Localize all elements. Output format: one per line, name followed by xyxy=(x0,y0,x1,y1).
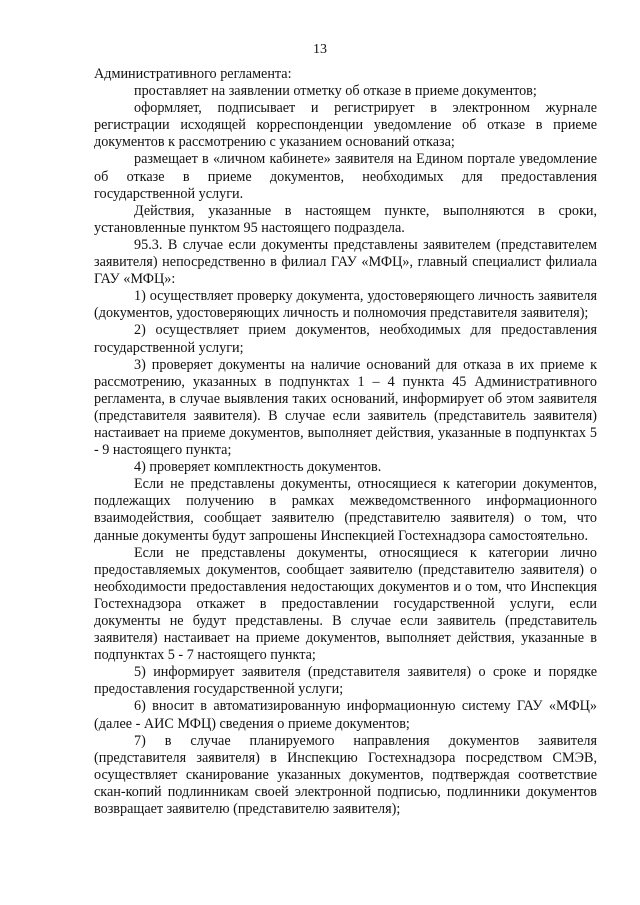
paragraph-11: Если не представлены документы, относящиеся к категории документов, подлежащих получению в рамках межведомственного информационного взаимодействия, сообщает заявителю (представителю заявителя) о том, что данные документы будут запрошены Инспекцией Гостехнадзора самостоятельно. xyxy=(94,476,597,544)
paragraph-4: размещает в «личном кабинете» заявителя на Едином портале уведомление об отказе в приеме документов, необходимых для предоставления государственной услуги. xyxy=(94,151,597,202)
paragraph-15: 7) в случае планируемого направления документов заявителя (представителя заявителя) в Инспекцию Гостехнадзора посредством СМЭВ, осуществляет сканирование указанных документов, подтверждая соответствие скан-копий подлинникам своей электронной подписью, подлинники документов возвращает заявителю (представителю заявителя); xyxy=(94,732,597,818)
paragraph-3: оформляет, подписывает и регистрирует в электронном журнале регистрации исходящей корреспонденции уведомление об отказе в приеме документов к рассмотрению с указанием оснований отказа; xyxy=(94,100,597,151)
paragraph-9: 3) проверяет документы на наличие оснований для отказа в их приеме к рассмотрению, указанных в подпунктах 1 – 4 пункта 45 Административного регламента, в случае выявления таких оснований, информирует об этом заявителя (представителя заявителя). В случае если заявитель (представитель заявителя) настаивает на приеме документов, выполняет действия, указанные в подпунктах 5 - 9 настоящего пункта; xyxy=(94,356,597,459)
paragraph-1: Административного регламента: xyxy=(94,66,292,82)
paragraph-2: проставляет на заявлении отметку об отказе в приеме документов; xyxy=(134,83,537,100)
document-body xyxy=(94,66,597,818)
paragraph-10: 4) проверяет комплектность документов. xyxy=(134,459,382,476)
paragraph-6: 95.3. В случае если документы представлены заявителем (представителем заявителя) непосредственно в филиал ГАУ «МФЦ», главный специалист филиала ГАУ «МФЦ»: xyxy=(94,236,597,288)
paragraph-12: Если не представлены документы, относящиеся к категории лично предоставляемых документов, сообщает заявителю (представителю заявителя) о необходимости предоставления недостающих документов и о том, что Инспекция Гостехнадзора откажет в предоставлении государственной услуги, если документы не будут представлены. В случае если заявитель (представитель заявителя) настаивает на приеме документов, выполняет действия, указанные в подпунктах 5 - 7 настоящего пункта; xyxy=(94,544,597,664)
paragraph-13: 5) информирует заявителя (представителя заявителя) о сроке и порядке предоставления государственной услуги; xyxy=(94,664,597,698)
paragraph-8: 2) осуществляет прием документов, необходимых для предоставления государственной услуги; xyxy=(94,322,597,356)
paragraph-14: 6) вносит в автоматизированную информационную систему ГАУ «МФЦ» (далее - АИС МФЦ) сведения о приеме документов; xyxy=(94,698,597,732)
page-number: 13 xyxy=(313,42,327,57)
paragraph-7: 1) осуществляет проверку документа, удостоверяющего личность заявителя (документов, удостоверяющих личность и полномочия представителя заявителя); xyxy=(94,288,597,322)
paragraph-5: Действия, указанные в настоящем пункте, выполняются в сроки, установленные пунктом 95 настоящего подраздела. xyxy=(94,202,597,236)
